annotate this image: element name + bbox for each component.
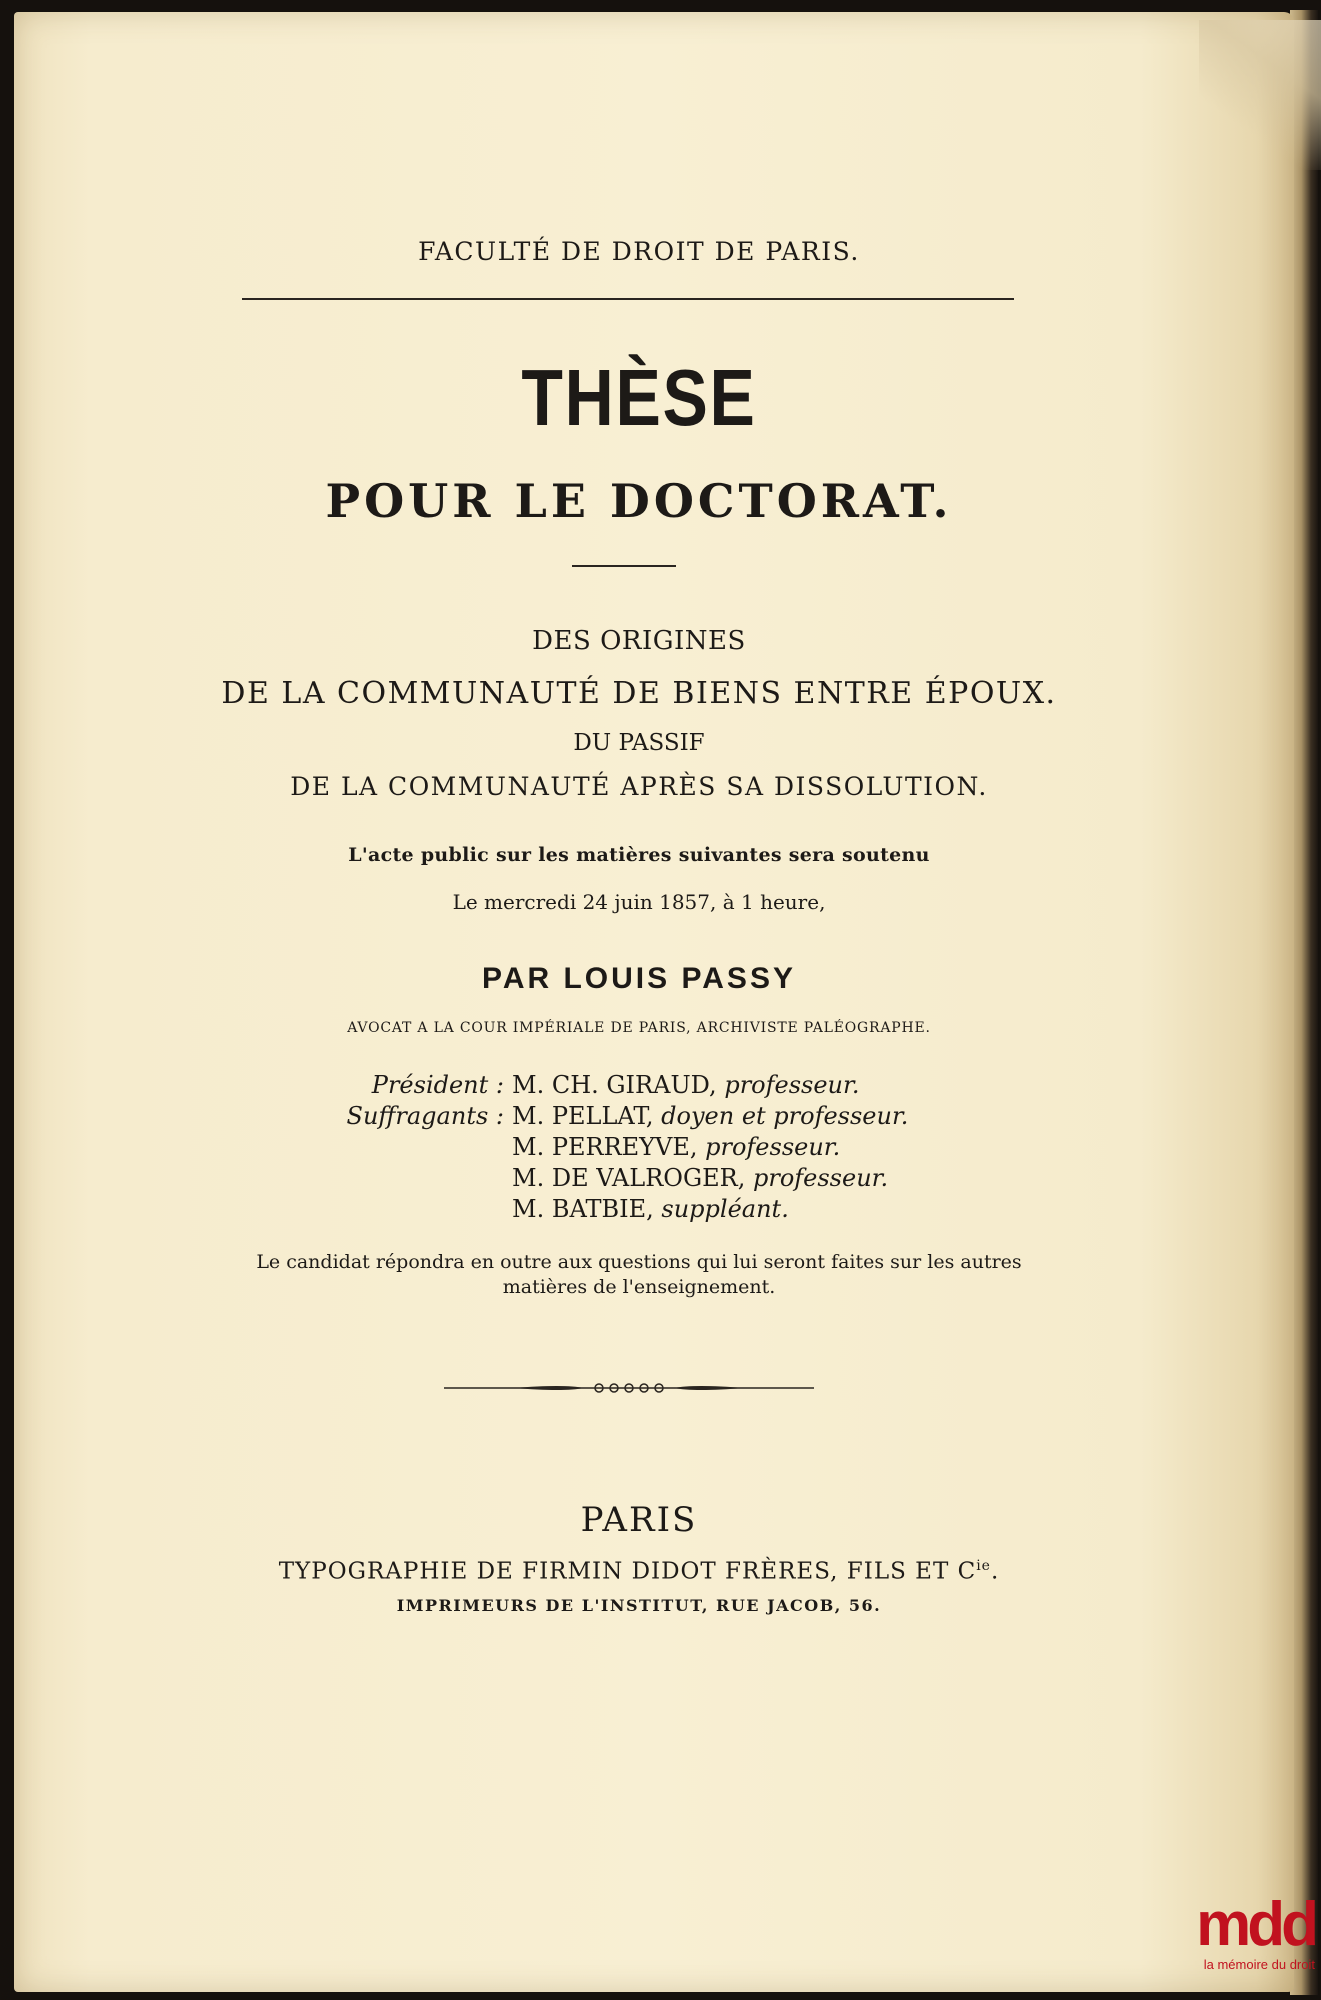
jury-role: [344, 1132, 512, 1163]
jury-person: [512, 1132, 840, 1163]
defense-date: Le mercredi 24 juin 1857, à 1 heure,: [452, 890, 826, 914]
jury-list: [344, 1070, 908, 1225]
author-name: PAR LOUIS PASSY: [482, 962, 796, 995]
jury-row: [344, 1101, 908, 1132]
candidate-note: [14, 1250, 1264, 1300]
logo-mark: mdd: [1196, 1890, 1315, 1959]
imprint-city: PARIS: [580, 1500, 698, 1540]
jury-qualification: professeur.: [724, 1071, 860, 1099]
jury-name: M. CH. GIRAUD,: [512, 1071, 717, 1099]
jury-person: [512, 1163, 888, 1194]
jury-name: M. PERREYVE,: [512, 1133, 698, 1161]
author-titles: AVOCAT A LA COUR IMPÉRIALE DE PARIS, ARCHIVISTE PALÉOGRAPHE.: [347, 1020, 931, 1036]
logo-tagline: la mémoire du droit: [1203, 1957, 1315, 1972]
jury-person: [512, 1070, 859, 1101]
jury-qualification: suppléant.: [661, 1195, 789, 1223]
ornament-divider: [444, 1378, 814, 1398]
faculty-heading: FACULTÉ DE DROIT DE PARIS.: [418, 237, 860, 266]
jury-row: [344, 1194, 908, 1225]
jury-person: [512, 1194, 789, 1225]
jury-row: [344, 1132, 908, 1163]
jury-name: M. BATBIE,: [512, 1195, 654, 1223]
jury-role: [344, 1194, 512, 1225]
subject-line-3: DU PASSIF: [573, 730, 705, 756]
jury-row: [344, 1070, 908, 1101]
candidate-note-line-1: Le candidat répondra en outre aux questions qui lui seront faites sur les autres: [256, 1251, 1022, 1273]
title-page: [14, 12, 1294, 1992]
imprint-printer: TYPOGRAPHIE DE FIRMIN DIDOT FRÈRES, FILS ET $C^{ie}$.: [278, 1558, 1000, 1585]
imprint-printer-sup: ie: [976, 1558, 991, 1574]
imprint-address: IMPRIMEURS DE L'INSTITUT, RUE JACOB, 56.: [396, 1596, 882, 1615]
jury-name: M. PELLAT,: [512, 1102, 654, 1130]
page-edge: [1290, 10, 1318, 1995]
subject-line-4: DE LA COMMUNAUTÉ APRÈS SA DISSOLUTION.: [290, 772, 988, 801]
jury-role: Suffragants :: [346, 1102, 504, 1130]
top-rule: [242, 298, 1014, 300]
jury-qualification: professeur.: [752, 1164, 889, 1192]
jury-row: [344, 1163, 908, 1194]
jury-name: M. DE VALROGER,: [512, 1164, 746, 1192]
defense-notice: L'acte public sur les matières suivantes sera soutenu: [348, 844, 930, 866]
thesis-subtitle: POUR LE DOCTORAT.: [325, 474, 953, 528]
candidate-note-line-2: matières de l'enseignement.: [502, 1276, 776, 1298]
watermark-logo: [1165, 1890, 1315, 1972]
subject-line-2: DE LA COMMUNAUTÉ DE BIENS ENTRE ÉPOUX.: [221, 676, 1057, 711]
jury-role: Président :: [371, 1071, 504, 1099]
jury-qualification: doyen et professeur.: [661, 1102, 909, 1130]
jury-person: [512, 1101, 908, 1132]
subject-line-1: DES ORIGINES: [532, 626, 746, 656]
thesis-title: THÈSE: [521, 353, 757, 442]
jury-qualification: professeur.: [705, 1133, 841, 1161]
jury-role: [344, 1163, 512, 1194]
imprint-printer-text: TYPOGRAPHIE DE FIRMIN DIDOT FRÈRES, FILS ET C: [278, 1558, 977, 1585]
short-rule: [572, 565, 676, 567]
page-fold: [1199, 20, 1321, 170]
